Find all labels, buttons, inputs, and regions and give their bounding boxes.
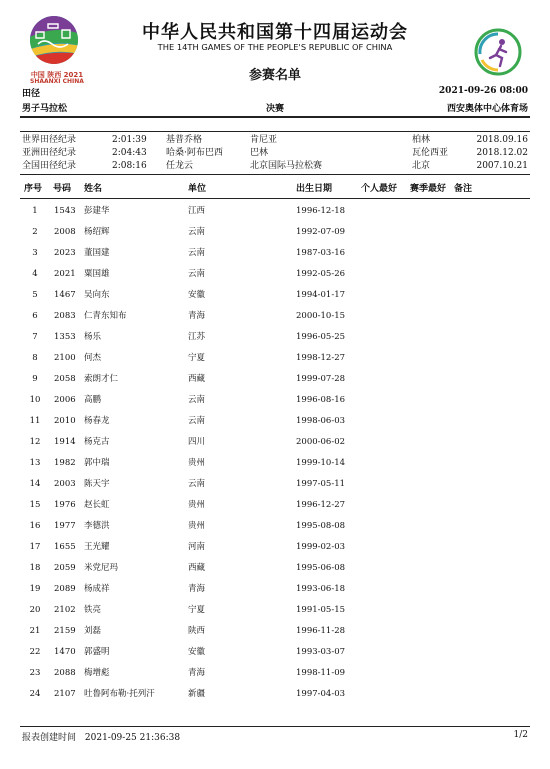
athlete-dob: 1998-06-03 [296, 416, 346, 426]
record-time: 2:08:16 [112, 161, 147, 171]
event-name: 男子马拉松 [22, 104, 68, 114]
athlete-seq: 22 [29, 647, 41, 657]
records-top-line [20, 131, 530, 132]
athlete-bib: 2058 [54, 374, 76, 384]
athlete-dob: 1992-05-26 [296, 269, 346, 279]
athlete-unit: 贵州 [188, 458, 206, 468]
athlete-dob: 1996-05-25 [296, 332, 346, 342]
athlete-unit: 西藏 [188, 563, 206, 573]
athlete-unit: 云南 [188, 248, 206, 258]
athlete-dob: 1997-04-03 [296, 689, 346, 699]
col-pb-header: 个人最好 [361, 184, 398, 194]
record-place: 瓦伦西亚 [412, 148, 449, 158]
footer-divider [20, 726, 530, 727]
athlete-dob: 1999-02-03 [296, 542, 346, 552]
athlete-seq: 15 [29, 500, 41, 510]
athlete-name: 铁亮 [84, 605, 102, 615]
col-bib-header: 号码 [53, 184, 72, 194]
athlete-bib: 1353 [54, 332, 76, 342]
athlete-dob: 2000-10-15 [296, 311, 346, 321]
athlete-name: 杨春龙 [84, 416, 110, 426]
athlete-seq: 4 [32, 269, 38, 279]
record-time: 2:01:39 [112, 135, 147, 145]
athlete-name: 郭盛明 [84, 647, 110, 657]
athlete-bib: 1655 [54, 542, 76, 552]
athlete-dob: 1999-10-14 [296, 458, 346, 468]
athlete-dob: 1993-03-07 [296, 647, 346, 657]
athlete-unit: 江西 [188, 206, 206, 216]
record-holder: 基普乔格 [166, 135, 203, 145]
games-emblem-icon [28, 14, 80, 66]
athlete-bib: 1543 [54, 206, 76, 216]
athlete-name: 吐鲁阿布勒·托列汗 [84, 689, 155, 699]
record-type: 世界田径纪录 [22, 135, 77, 145]
athlete-dob: 1996-08-16 [296, 395, 346, 405]
col-dob-header: 出生日期 [296, 184, 333, 194]
athlete-seq: 23 [29, 668, 41, 678]
athlete-seq: 11 [29, 416, 41, 426]
record-place: 柏林 [412, 135, 431, 145]
record-place: 北京 [412, 161, 431, 171]
athlete-bib: 2089 [54, 584, 76, 594]
athlete-unit: 云南 [188, 269, 206, 279]
athlete-seq: 10 [29, 395, 41, 405]
sport-name: 田径 [22, 89, 41, 99]
venue-name: 西安奥体中心体育场 [446, 104, 528, 114]
athlete-unit: 云南 [188, 227, 206, 237]
athlete-unit: 安徽 [188, 290, 206, 300]
logo-text-cn: 中国 陕西 2021 [30, 71, 84, 79]
athlete-dob: 1999-07-28 [296, 374, 346, 384]
competition-datetime: 2021-09-26 08:00 [438, 86, 528, 96]
athlete-seq: 20 [29, 605, 41, 615]
record-nation: 肯尼亚 [250, 135, 278, 145]
games-title-cn: 中华人民共和国第十四届运动会 [142, 22, 408, 43]
athlete-bib: 2083 [54, 311, 76, 321]
col-notes-header: 备注 [454, 184, 473, 194]
athlete-name: 仁青东知布 [84, 311, 127, 321]
athlete-dob: 1996-12-27 [296, 500, 346, 510]
record-type: 亚洲田径纪录 [22, 148, 77, 158]
athlete-name: 王光耀 [84, 542, 110, 552]
athlete-seq: 7 [32, 332, 38, 342]
athlete-unit: 安徽 [188, 647, 206, 657]
athlete-seq: 14 [29, 479, 41, 489]
athlete-name: 郭中瑞 [84, 458, 110, 468]
report-created-time: 2021-09-25 21:36:38 [84, 733, 181, 743]
record-date: 2018.09.16 [476, 135, 528, 145]
record-nation: 北京国际马拉松赛 [250, 161, 323, 171]
athlete-unit: 云南 [188, 479, 206, 489]
sport-logo [474, 28, 522, 76]
record-date: 2007.10.21 [476, 161, 528, 171]
report-created [22, 730, 180, 743]
athlete-dob: 1987-03-16 [296, 248, 346, 258]
records-bottom-line [20, 174, 530, 175]
athlete-seq: 5 [32, 290, 38, 300]
athlete-name: 杨克古 [84, 437, 110, 447]
athlete-name: 李德洪 [84, 521, 110, 531]
athlete-dob: 1994-01-17 [296, 290, 346, 300]
athlete-name: 杨成祥 [84, 584, 110, 594]
athlete-seq: 21 [29, 626, 41, 636]
athlete-unit: 四川 [188, 437, 206, 447]
games-title-en: THE 14TH GAMES OF THE PEOPLE'S REPUBLIC OF CHINA [157, 42, 393, 52]
athlete-unit: 云南 [188, 395, 206, 405]
athlete-bib: 1977 [54, 521, 76, 531]
col-seq-header: 序号 [24, 184, 43, 194]
athlete-bib: 2023 [54, 248, 76, 258]
athlete-dob: 1996-11-28 [296, 626, 346, 636]
athlete-name: 杨绍辉 [84, 227, 110, 237]
athlete-dob: 1992-07-09 [296, 227, 346, 237]
athletics-runner-icon [474, 28, 522, 76]
athlete-bib: 2059 [54, 563, 76, 573]
athlete-name: 杨乐 [84, 332, 102, 342]
athlete-name: 吴向东 [84, 290, 110, 300]
athlete-seq: 2 [32, 227, 38, 237]
report-created-label: 报表创建时间 [22, 733, 77, 743]
athlete-seq: 18 [29, 563, 41, 573]
athlete-name: 董国建 [84, 248, 110, 258]
athlete-bib: 2088 [54, 668, 76, 678]
athlete-unit: 贵州 [188, 500, 206, 510]
athlete-bib: 1470 [54, 647, 76, 657]
athlete-bib: 2107 [54, 689, 76, 699]
athlete-unit: 宁夏 [188, 605, 206, 615]
athlete-unit: 宁夏 [188, 353, 206, 363]
athlete-dob: 1991-05-15 [296, 605, 346, 615]
athlete-dob: 1996-12-18 [296, 206, 346, 216]
col-unit-header: 单位 [188, 184, 207, 194]
athlete-name: 梅增彪 [84, 668, 110, 678]
athlete-bib: 2003 [54, 479, 76, 489]
col-name-header: 姓名 [84, 184, 103, 194]
athlete-dob: 1993-06-18 [296, 584, 346, 594]
athlete-unit: 贵州 [188, 521, 206, 531]
record-date: 2018.12.02 [476, 148, 528, 158]
round-name: 决赛 [265, 104, 284, 114]
header-divider [20, 116, 530, 118]
athlete-unit: 青海 [188, 584, 206, 594]
athlete-seq: 13 [29, 458, 41, 468]
athlete-seq: 19 [29, 584, 41, 594]
table-header-divider [20, 198, 530, 199]
athlete-seq: 12 [29, 437, 41, 447]
record-nation: 巴林 [250, 148, 269, 158]
record-holder: 哈桑·阿布巴西 [166, 148, 223, 158]
record-type: 全国田径纪录 [22, 161, 77, 171]
athlete-unit: 青海 [188, 311, 206, 321]
athlete-bib: 2010 [54, 416, 76, 426]
athlete-name: 彭建华 [84, 206, 110, 216]
athlete-name: 陈天宇 [84, 479, 110, 489]
athlete-bib: 1982 [54, 458, 76, 468]
athlete-seq: 16 [29, 521, 41, 531]
athlete-name: 索朗才仁 [84, 374, 119, 384]
athlete-bib: 2006 [54, 395, 76, 405]
athlete-bib: 1467 [54, 290, 76, 300]
record-holder: 任龙云 [166, 161, 194, 171]
document-title: 参赛名单 [248, 68, 301, 83]
athlete-name: 刘磊 [84, 626, 102, 636]
athlete-unit: 西藏 [188, 374, 206, 384]
record-time: 2:04:43 [112, 148, 147, 158]
athlete-name: 何杰 [84, 353, 102, 363]
athlete-dob: 1995-08-08 [296, 521, 346, 531]
athlete-bib: 2100 [54, 353, 76, 363]
games-emblem-logo [28, 14, 80, 66]
athlete-name: 粟国雄 [84, 269, 110, 279]
athlete-name: 高鹏 [84, 395, 102, 405]
athlete-seq: 1 [32, 206, 38, 216]
athlete-dob: 2000-06-02 [296, 437, 346, 447]
athlete-bib: 1914 [54, 437, 76, 447]
athlete-bib: 2159 [54, 626, 76, 636]
athlete-name: 赵长虹 [84, 500, 110, 510]
page-number: 1/2 [513, 730, 528, 740]
athlete-unit: 新疆 [188, 689, 206, 699]
athlete-seq: 17 [29, 542, 41, 552]
athlete-seq: 6 [32, 311, 38, 321]
athlete-unit: 青海 [188, 668, 206, 678]
athlete-seq: 9 [32, 374, 38, 384]
athlete-name: 米党尼玛 [84, 563, 119, 573]
athlete-dob: 1995-06-08 [296, 563, 346, 573]
logo-text-en: SHAANXI CHINA [30, 78, 84, 85]
athlete-seq: 24 [29, 689, 41, 699]
athlete-unit: 江苏 [188, 332, 206, 342]
athlete-bib: 2021 [54, 269, 76, 279]
athlete-bib: 2102 [54, 605, 76, 615]
athlete-dob: 1997-05-11 [296, 479, 346, 489]
athlete-seq: 8 [32, 353, 38, 363]
athlete-bib: 1976 [54, 500, 76, 510]
athlete-seq: 3 [32, 248, 38, 258]
athlete-dob: 1998-12-27 [296, 353, 346, 363]
athlete-unit: 陕西 [188, 626, 206, 636]
athlete-unit: 云南 [188, 416, 206, 426]
athlete-unit: 河南 [188, 542, 206, 552]
col-sb-header: 赛季最好 [410, 184, 447, 194]
athlete-bib: 2008 [54, 227, 76, 237]
athlete-dob: 1998-11-09 [296, 668, 346, 678]
